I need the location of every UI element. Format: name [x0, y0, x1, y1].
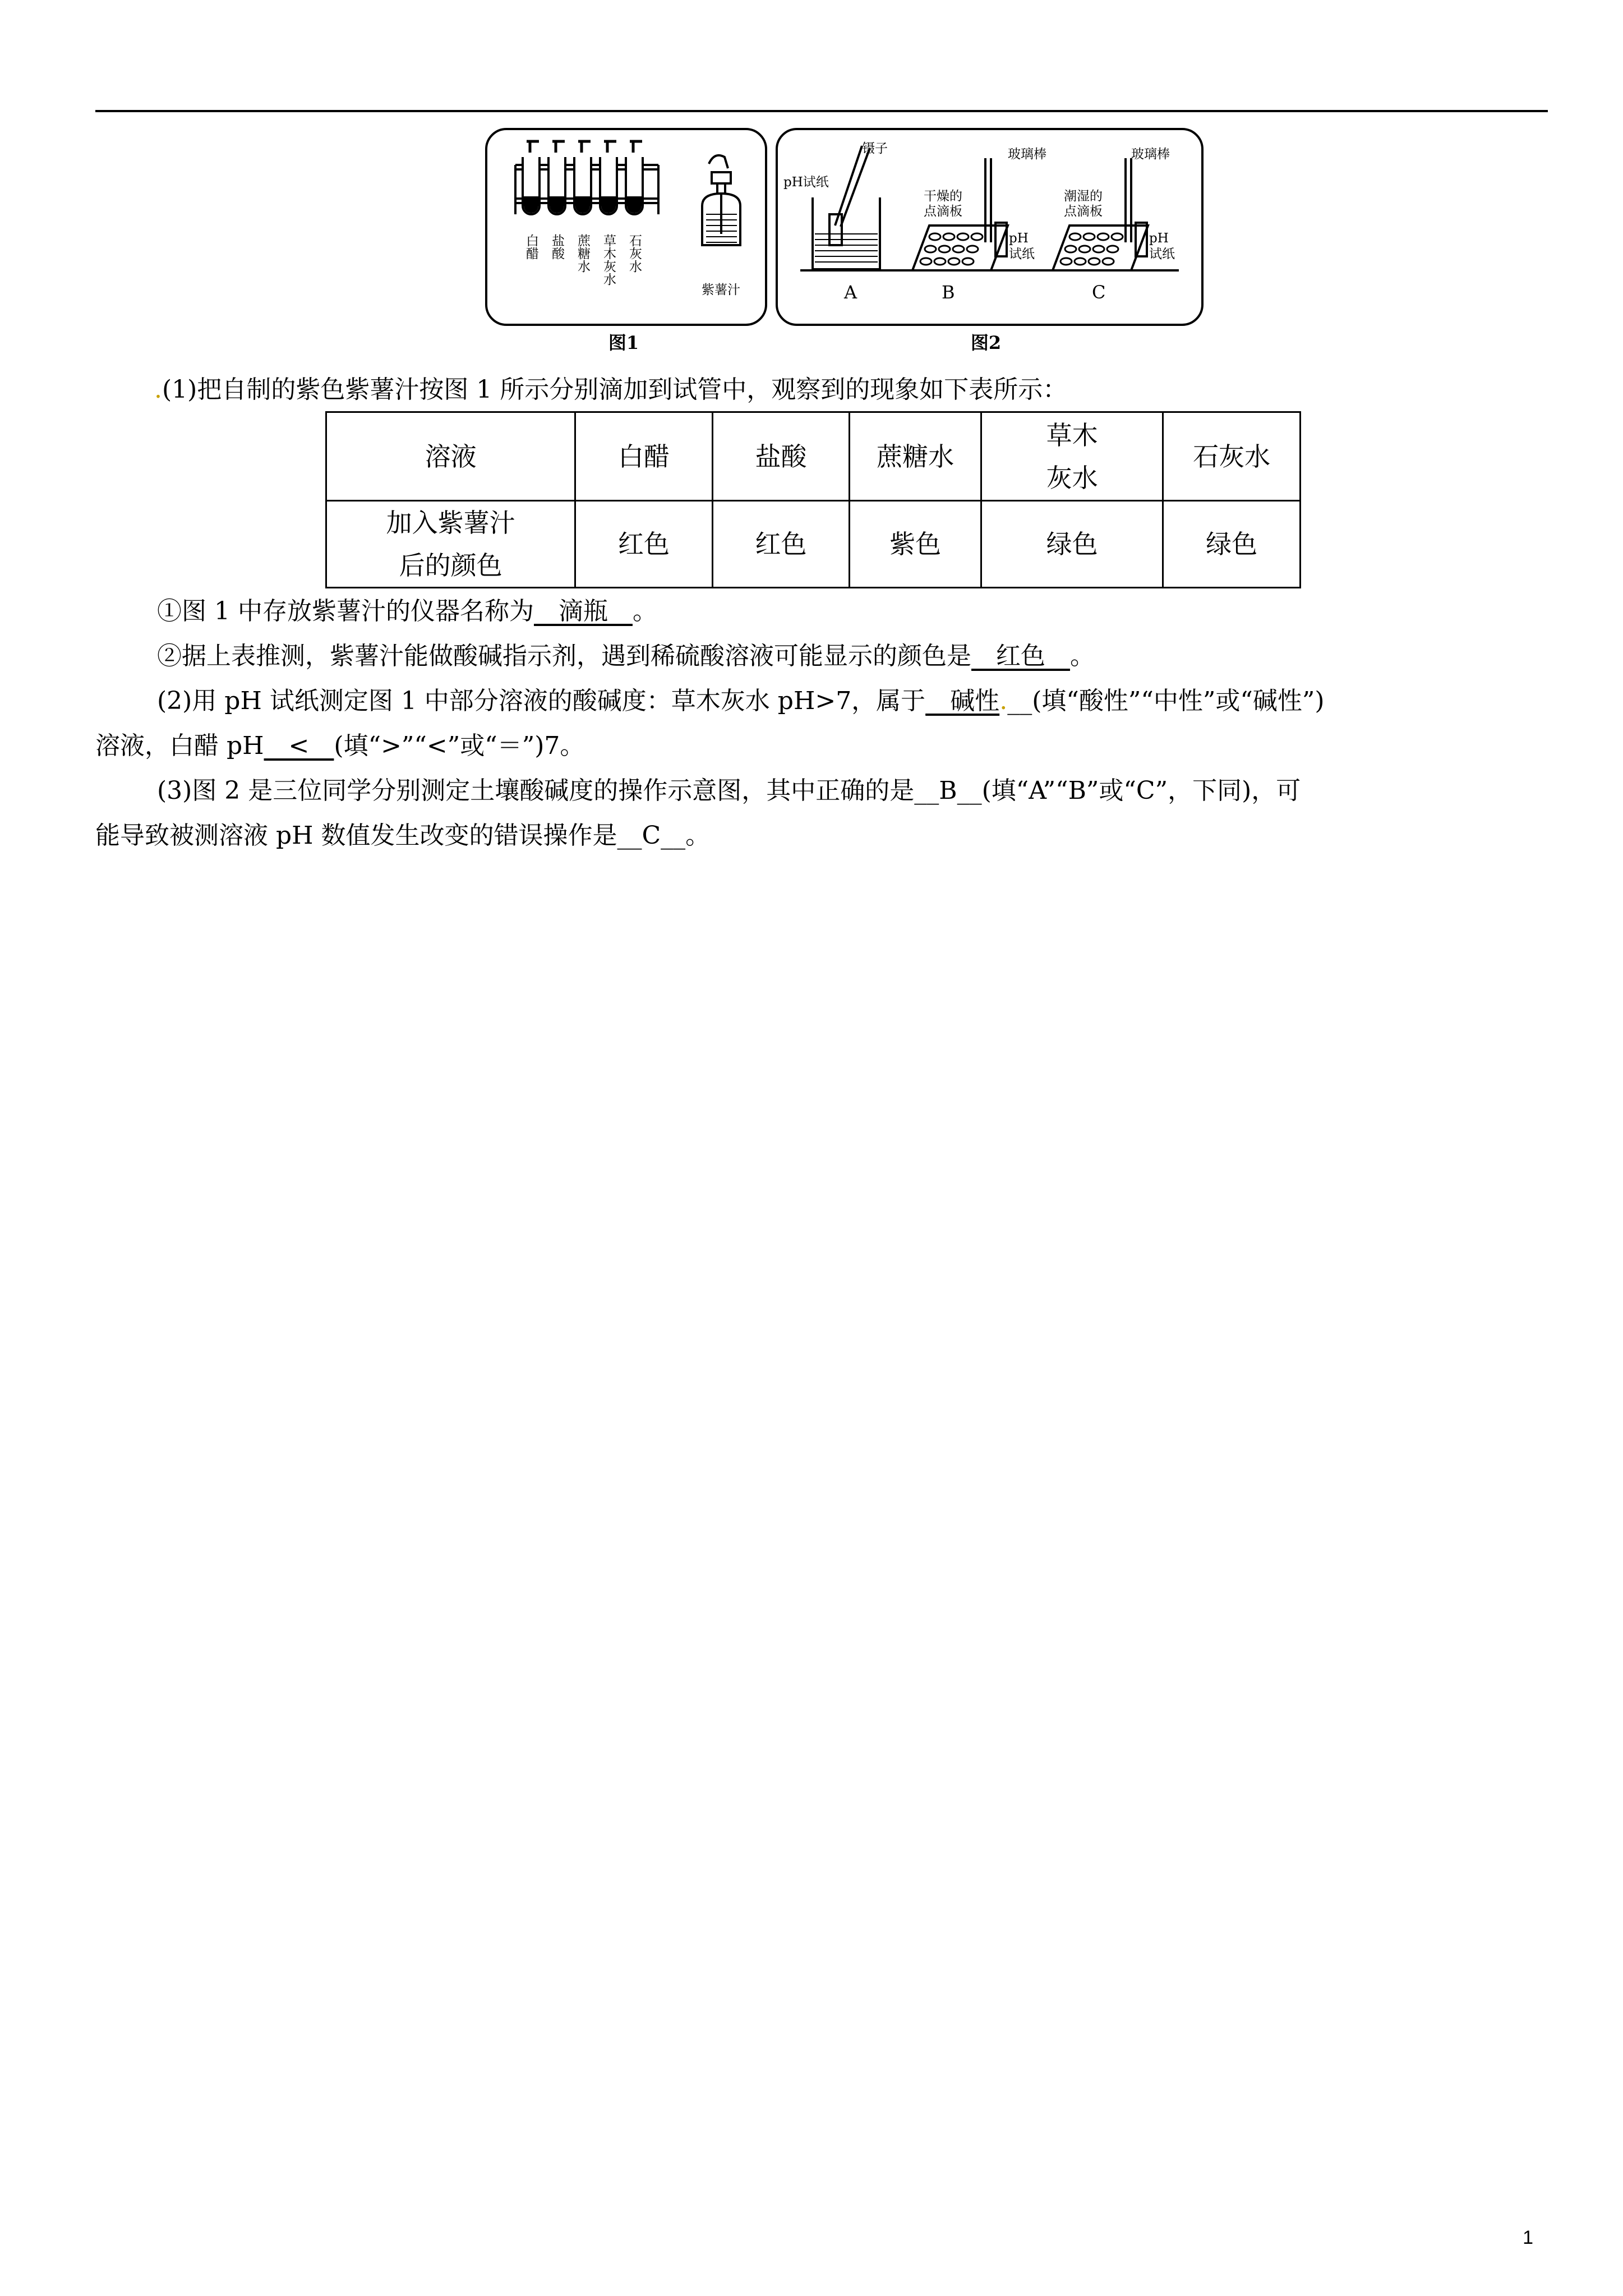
question-1-1 [95, 589, 1610, 634]
table-color-1: 红色 [575, 501, 713, 588]
figure-1-drawing [487, 130, 765, 324]
question-1-1-answer: __滴瓶__ [533, 597, 633, 625]
table-solution-1: 白醋 [575, 412, 713, 501]
table-color-3: 紫色 [850, 501, 981, 588]
table-color-2: 红色 [712, 501, 850, 588]
table-row-label-line1: 加入紫薯汁 [386, 508, 515, 538]
label-dry-plate-1: 干燥的 [924, 189, 962, 204]
label-ph-paper-a: pH试纸 [783, 175, 829, 190]
question-2-answer-1: __碱性 [925, 687, 1000, 715]
question-1-1-suffix: 。 [632, 597, 657, 625]
question-1-2-answer: __红色__ [971, 642, 1070, 670]
figure-2-caption: 图2 [970, 332, 1002, 353]
question-2-prefix: (2)用 pH 试纸测定图 1 中部分溶液的酸碱度：草木灰水 pH>7，属于 [157, 687, 926, 715]
question-1-2-suffix: 。 [1070, 642, 1095, 670]
table-row-solutions [326, 412, 1301, 501]
question-3-line-2: 能导致被测溶液 pH 数值发生改变的错误操作是__C__。 [95, 821, 711, 850]
table-row-colors [326, 501, 1301, 588]
tube-label-5: 石灰水 [627, 234, 642, 273]
tube-label-4: 草木灰水 [601, 234, 616, 286]
panel-label-c: C [1092, 282, 1106, 303]
question-2-line-1 [95, 679, 1610, 724]
table-solution-4-line1: 草木 [1046, 420, 1098, 450]
panel-label-b: B [942, 282, 955, 303]
label-wet-plate-1: 潮湿的 [1064, 189, 1103, 204]
question-2-answer-2: __<__ [264, 731, 334, 760]
table-solution-4-line2: 灰水 [1046, 462, 1098, 493]
label-wet-plate-2: 点滴板 [1064, 204, 1103, 219]
table-solution-4 [981, 412, 1163, 501]
page-number: 1 [1523, 2227, 1533, 2248]
label-ph-paper-b-1: pH [1009, 231, 1029, 246]
question-1-1-prefix: ①图 1 中存放紫薯汁的仪器名称为 [157, 597, 534, 625]
tube-label-2: 盐酸 [550, 234, 564, 260]
figure-2 [776, 128, 1204, 326]
panel-label-a: A [844, 282, 857, 303]
bottle-label: 紫薯汁 [702, 283, 740, 297]
label-ph-paper-c-2: 试纸 [1149, 247, 1175, 261]
figure-1 [485, 128, 767, 326]
tube-label-1: 白醋 [524, 234, 538, 260]
question-2-line-2-prefix: 溶液，白醋 pH [95, 731, 264, 760]
answer-dot: . [999, 687, 1008, 715]
label-ph-paper-c-1: pH [1149, 231, 1169, 246]
question-1-2 [95, 634, 1610, 679]
label-glass-rod-c: 玻璃棒 [1131, 147, 1170, 162]
table-color-4: 绿色 [981, 501, 1163, 588]
question-2-hint-2: (填“>”“<”或“＝”)7。 [334, 731, 585, 760]
question-3-line-1: (3)图 2 是三位同学分别测定土壤酸碱度的操作示意图，其中正确的是__B__(填“A”“B”或“C”，下同)，可 [157, 776, 1301, 805]
table-solution-5: 石灰水 [1163, 412, 1301, 501]
question-1-2-prefix: ②据上表推测，紫薯汁能做酸碱指示剂，遇到稀硫酸溶液可能显示的颜色是 [157, 642, 971, 670]
table-color-5: 绿色 [1163, 501, 1301, 588]
label-ph-paper-b-2: 试纸 [1009, 247, 1035, 261]
figure-2-drawing [778, 130, 1201, 324]
label-dry-plate-2: 点滴板 [924, 204, 962, 219]
label-tweezers: 镊子 [862, 141, 888, 156]
table-solution-3: 蔗糖水 [850, 412, 981, 501]
table-header-label: 溶液 [326, 412, 575, 501]
tube-label-3: 蔗糖水 [575, 234, 590, 273]
label-glass-rod-b: 玻璃棒 [1008, 147, 1046, 162]
question-2-hint-1: (填“酸性”“中性”或“碱性”) [1032, 687, 1325, 715]
table-row-label [326, 501, 575, 588]
margin-dot: . [154, 375, 162, 404]
observation-table [325, 411, 1301, 588]
table-row-label-line2: 后的颜色 [399, 550, 502, 581]
question-1-intro [95, 367, 1607, 412]
question-2-line-2 [95, 724, 1548, 769]
question-1-text: (1)把自制的紫色紫薯汁按图 1 所示分别滴加到试管中，观察到的现象如下表所示： [162, 375, 1068, 404]
question-2-answer-1-tail: __ [1007, 687, 1032, 715]
figure-1-caption: 图1 [608, 332, 639, 353]
table-solution-2: 盐酸 [712, 412, 850, 501]
header-rule [95, 110, 1548, 112]
